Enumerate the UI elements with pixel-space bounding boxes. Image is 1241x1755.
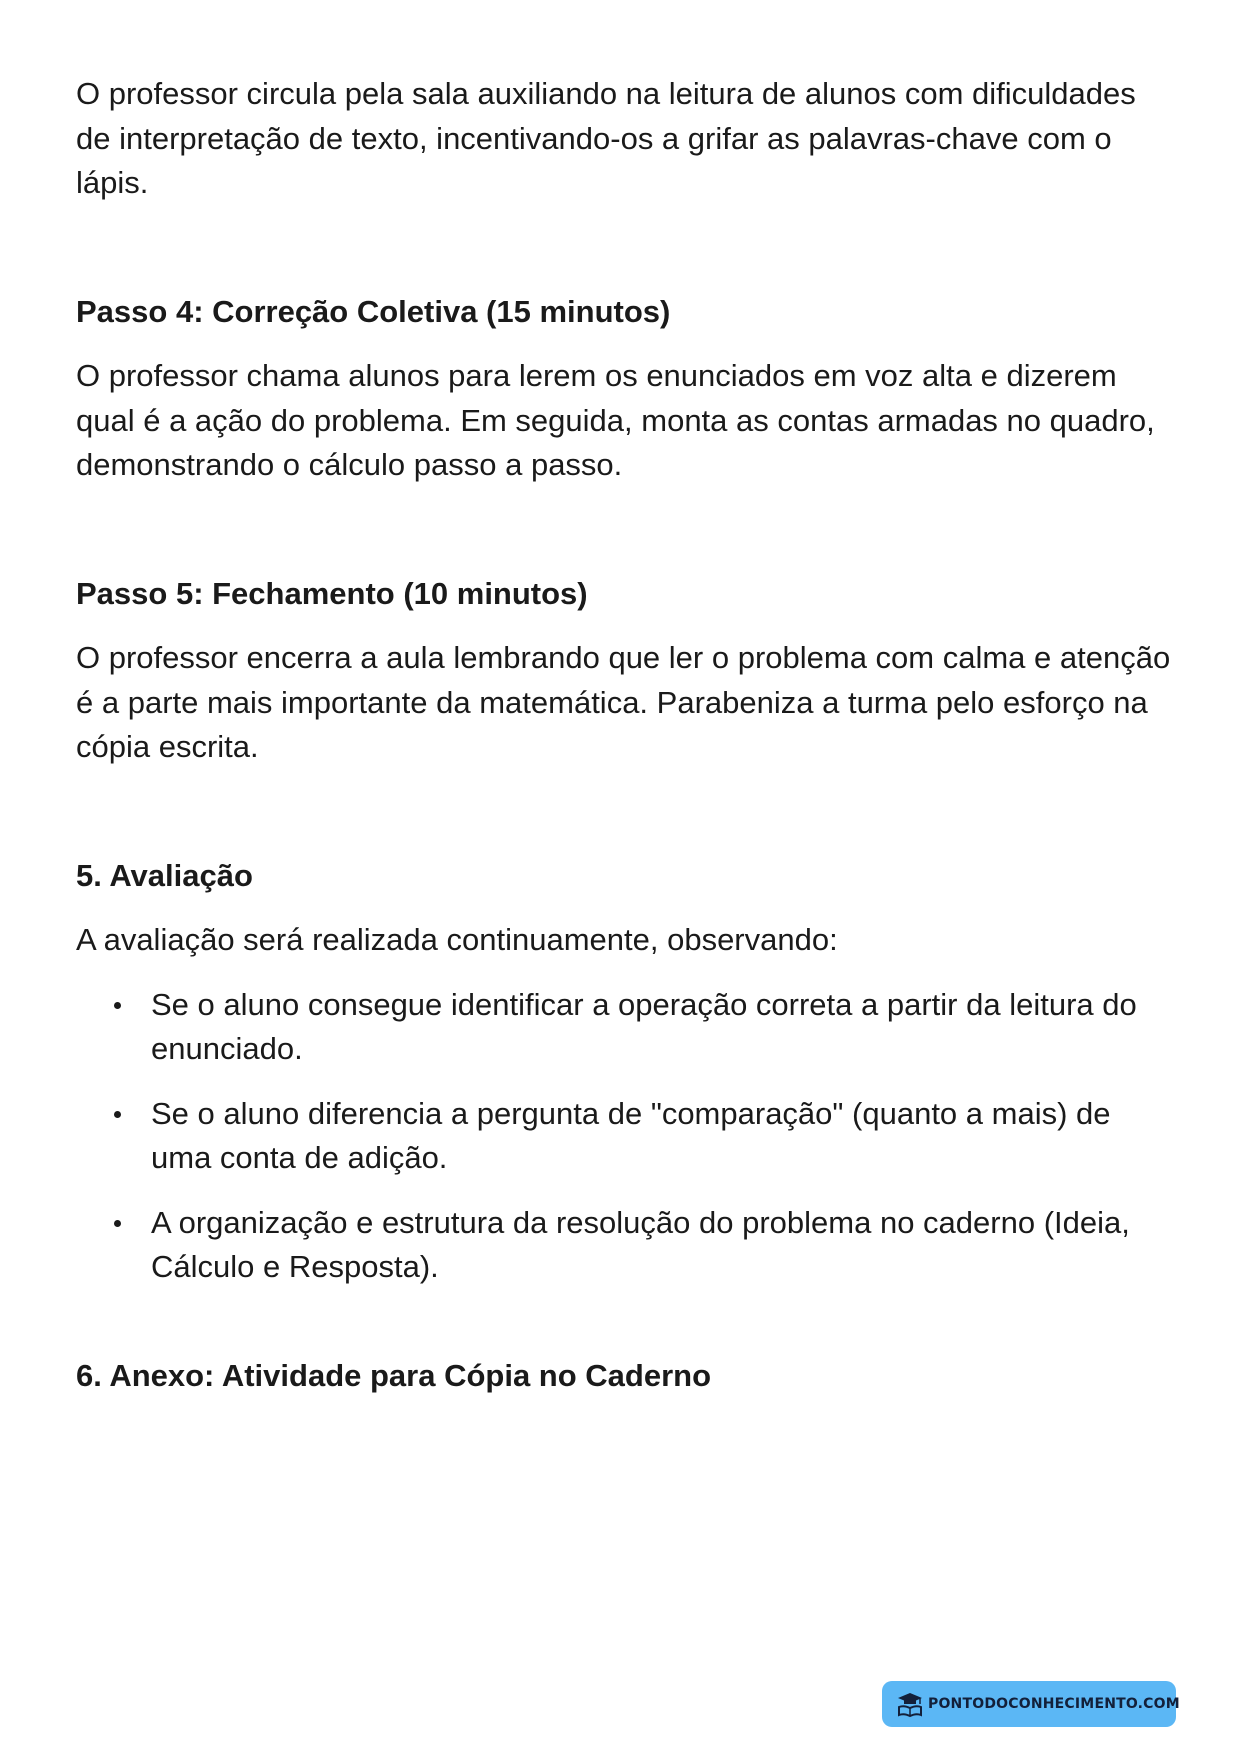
spacer — [76, 334, 1176, 354]
site-badge[interactable] — [882, 1681, 1180, 1727]
step5-paragraph: O professor encerra a aula lembrando que ler o problema com calma e atenção é a parte mais importante da matemática. Parabeniza a turma pelo esforço na cópia escrita. — [76, 640, 1171, 764]
bullet-icon — [114, 1220, 121, 1227]
graduate-book-icon — [896, 1689, 924, 1719]
annex-heading: 6. Anexo: Atividade para Cópia no Caderno — [76, 1357, 712, 1393]
spacer — [76, 616, 1176, 636]
evaluation-item-text: Se o aluno diferencia a pergunta de "comparação" (quanto a mais) de uma conta de adição. — [151, 1095, 1111, 1175]
spacer — [76, 488, 1176, 572]
bullet-icon — [114, 1111, 121, 1118]
evaluation-item — [76, 1092, 1176, 1181]
evaluation-item — [76, 1201, 1176, 1290]
step5-heading: Passo 5: Fechamento (10 minutos) — [76, 575, 588, 611]
evaluation-heading: 5. Avaliação — [76, 857, 253, 893]
evaluation-item-text: A organização e estrutura da resolução do problema no caderno (Ideia, Cálculo e Resposta). — [151, 1204, 1130, 1284]
bullet-icon — [114, 1002, 121, 1009]
spacer — [76, 1310, 1176, 1354]
document-page — [76, 72, 1176, 1398]
spacer — [76, 770, 1176, 854]
spacer — [76, 963, 1176, 983]
spacer — [76, 898, 1176, 918]
step4-paragraph: O professor chama alunos para lerem os enunciados em voz alta e dizerem qual é a ação do problema. Em seguida, monta as contas armadas no quadro, demonstrando o cálculo passo a passo. — [76, 358, 1155, 482]
spacer — [76, 206, 1176, 290]
intro-paragraph: O professor circula pela sala auxiliando na leitura de alunos com dificuldades de interpretação de texto, incentivando-os a grifar as palavras-chave com o lápis. — [76, 76, 1136, 200]
evaluation-item-text: Se o aluno consegue identificar a operação correta a partir da leitura do enunciado. — [151, 986, 1137, 1066]
evaluation-intro: A avaliação será realizada continuamente, observando: — [76, 922, 838, 957]
site-url: PONTODOCONHECIMENTO.COM — [928, 1696, 1180, 1712]
step4-heading: Passo 4: Correção Coletiva (15 minutos) — [76, 293, 671, 329]
evaluation-item — [76, 983, 1176, 1072]
evaluation-list — [76, 983, 1176, 1290]
